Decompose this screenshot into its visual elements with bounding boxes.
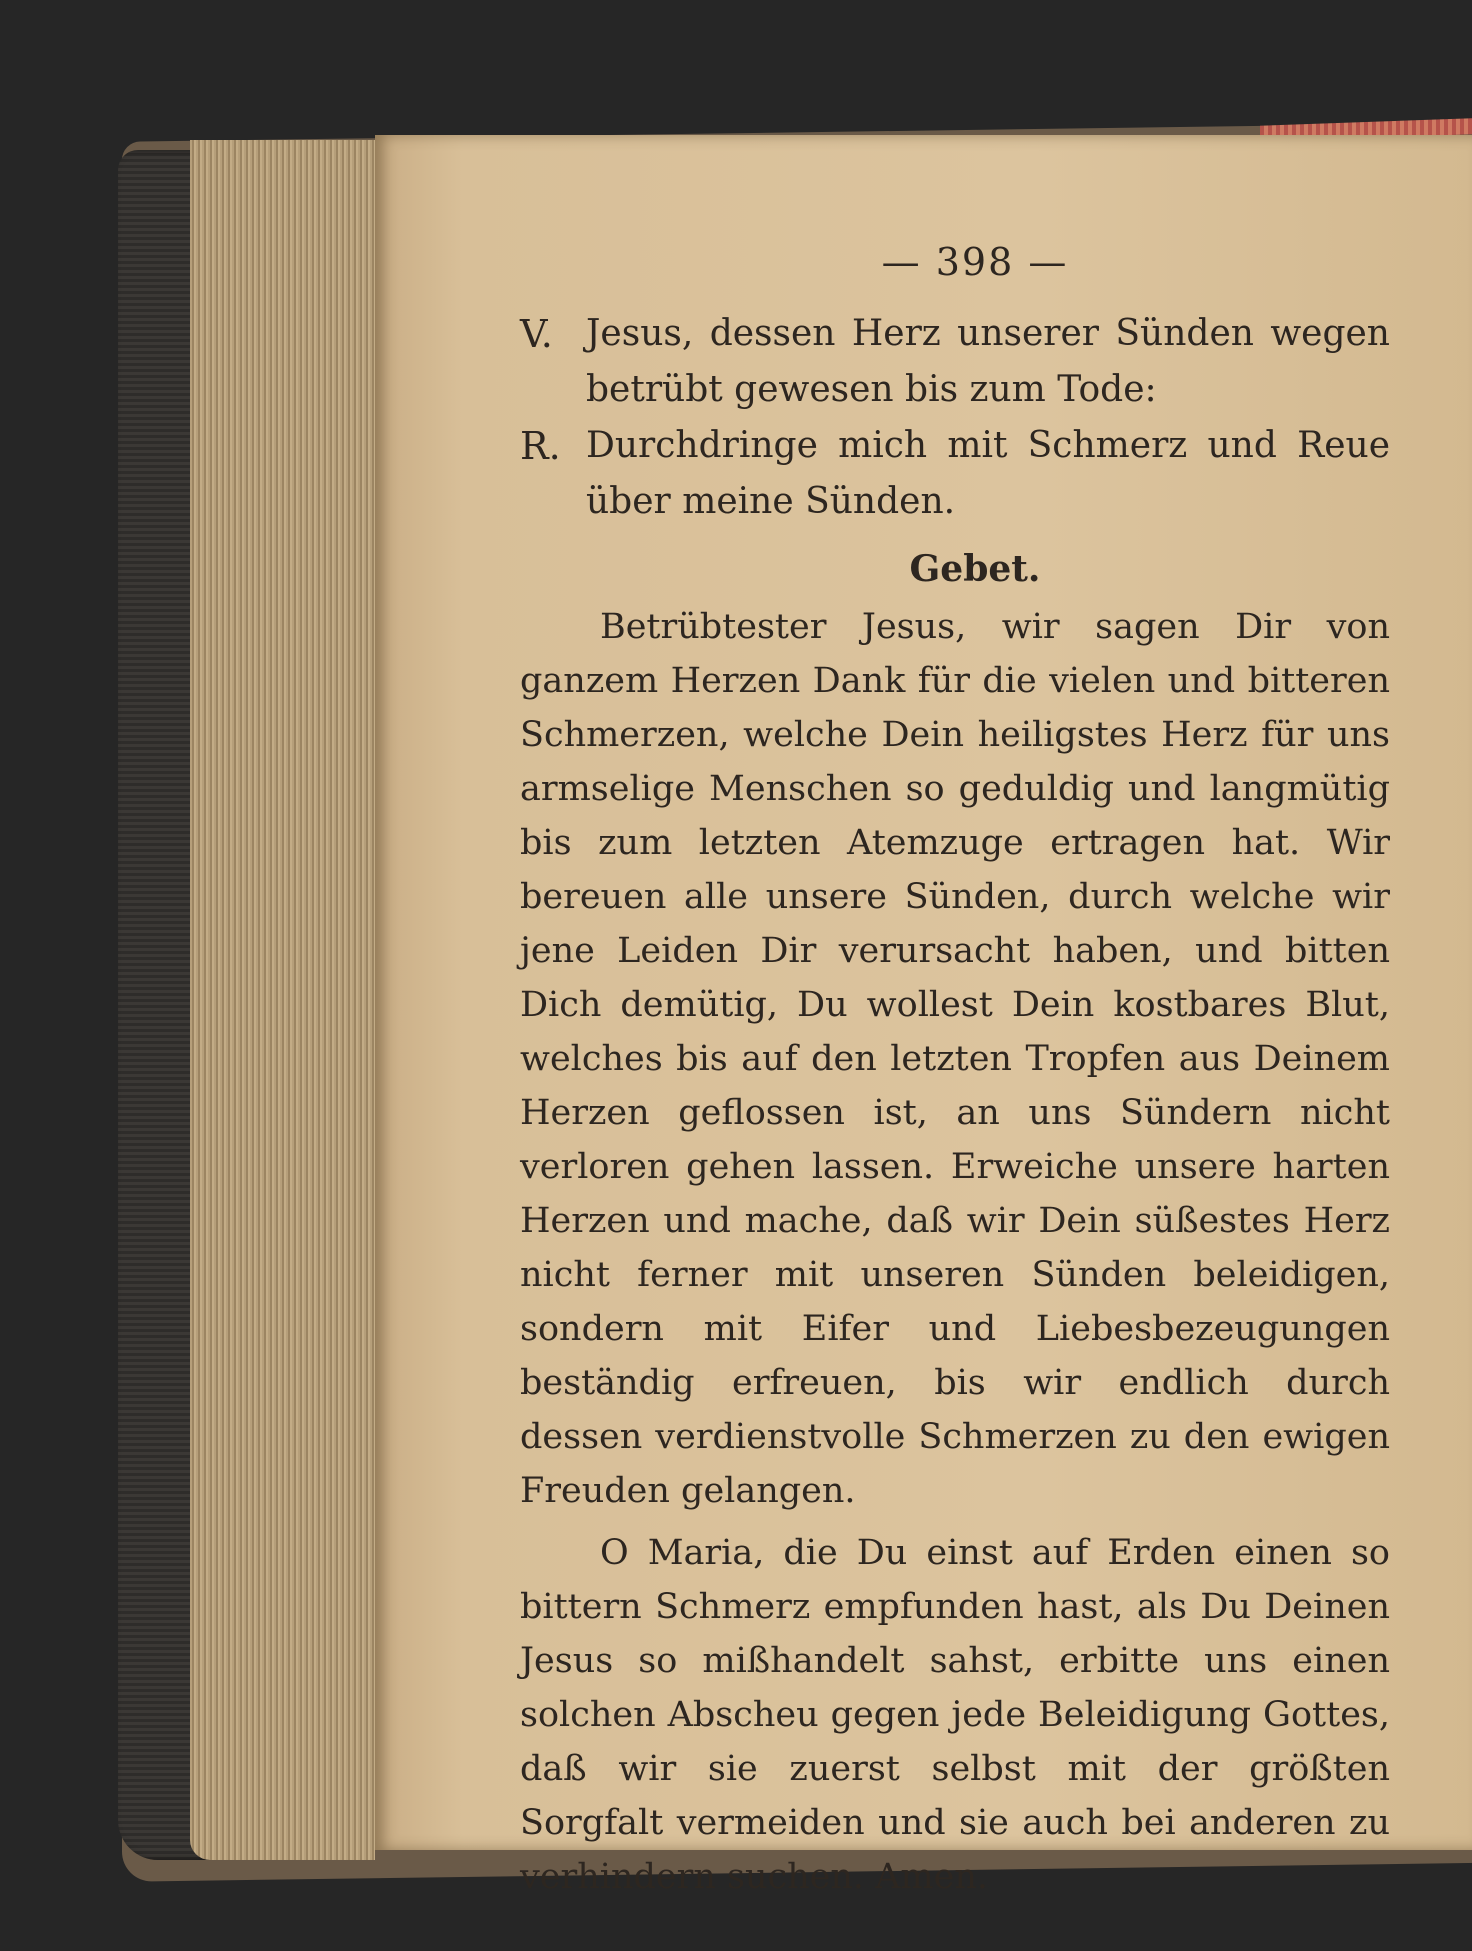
response-text: Durchdringe mich mit Schmerz und Reue über meine Sünden.	[586, 425, 1390, 522]
prayer-heading: Gebet.	[909, 548, 1041, 590]
page-content	[520, 240, 1390, 1904]
versicle-text: Jesus, dessen Herz unserer Sünden wegen betrübt gewesen bis zum Tode:	[586, 313, 1390, 410]
page-edges	[190, 140, 375, 1860]
response	[520, 418, 1390, 530]
page-number: — 398 —	[881, 240, 1069, 284]
prayer-paragraph: Betrübtester Jesus, wir sagen Dir von ganzem Herzen Dank für die vielen und bitteren Schmerzen, welche Dein heiligstes Herz für uns armselige Menschen so geduldig und langmütig bis zum letzten Atemzuge ertragen hat. Wir bereuen alle unsere Sünden, durch welche wir jene Leiden Dir verursacht haben, und bitten Dich demütig, Du wollest Dein kostbares Blut, welches bis auf den letzten Tropfen aus Deinem Herzen geflossen ist, an uns Sündern nicht verloren gehen lassen. Erweiche unsere harten Herzen und mache, daß wir Dein süßestes Herz nicht ferner mit unseren Sünden beleidigen, sondern mit Eifer und Liebesbezeugungen beständig erfreuen, bis wir endlich durch dessen verdienstvolle Schmerzen zu den ewigen Freuden gelangen.	[520, 607, 1390, 1511]
marian-paragraph: O Maria, die Du einst auf Erden einen so bittern Schmerz empfunden hast, als Du Deinen Jesus so mißhandelt sahst, erbitte uns einen solchen Abscheu gegen jede Beleidigung Gottes, daß wir sie zuerst selbst mit der größten Sorgfalt vermeiden und sie auch bei anderen zu verhindern suchen. Amen.	[520, 1533, 1390, 1897]
versicle	[520, 306, 1390, 418]
response-marker: R.	[520, 424, 561, 468]
versicle-marker: V.	[520, 312, 553, 356]
